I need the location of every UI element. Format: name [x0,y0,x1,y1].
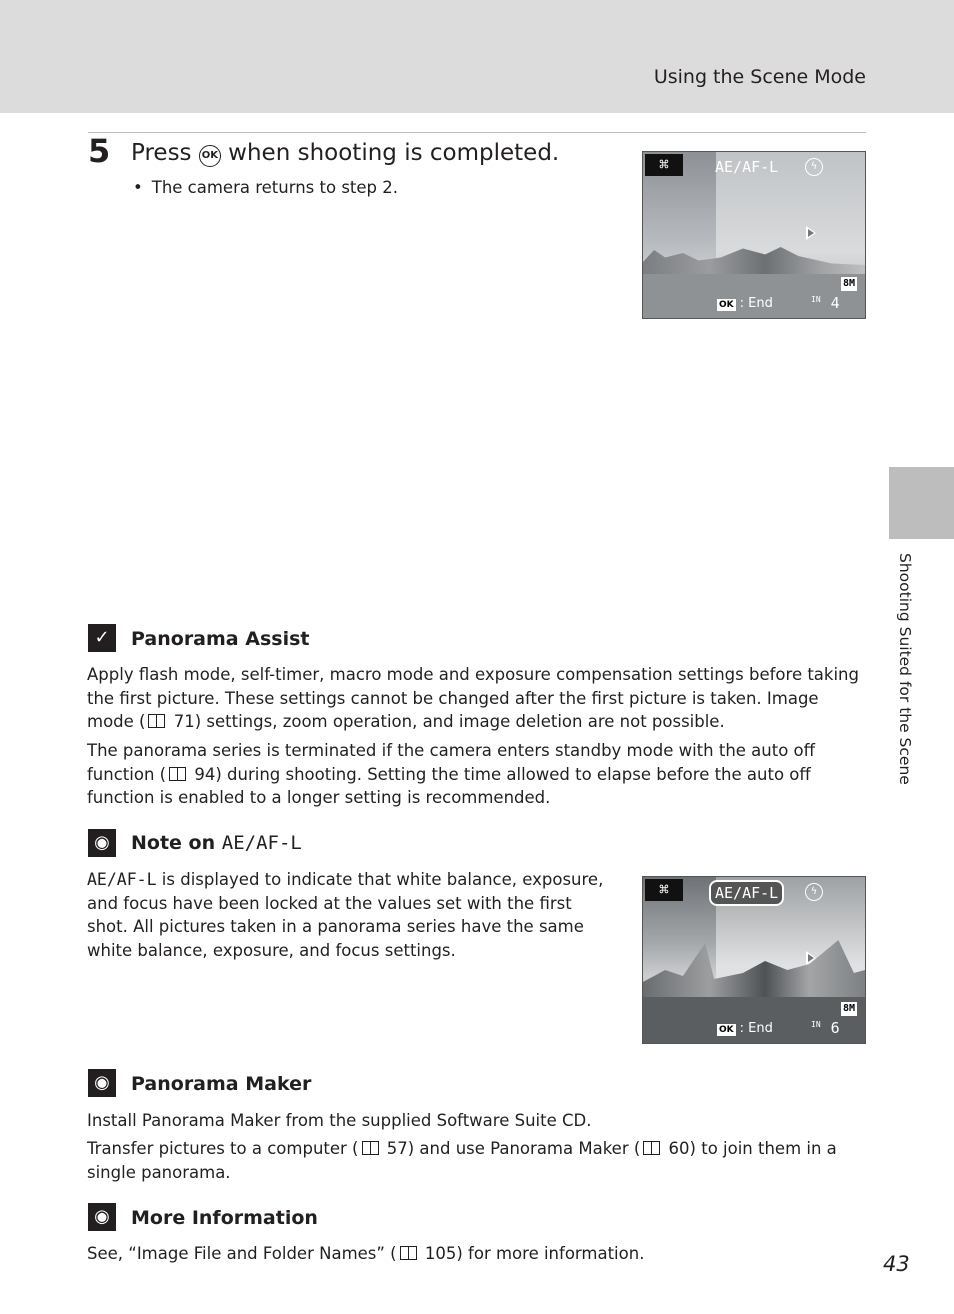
aeaf-lock-indicator: AE/AF-L [715,158,779,176]
text-run: is displayed to indicate that white balance, exposure, and focus have been locked at the values set with the first shot. All pictures taken in a panorama series have the same white balance, exposure, and focus settings. [87,870,604,960]
panorama-mode-icon: ⌘ [645,154,683,176]
text-run: 71) settings, zoom operation, and image deletion are not possible. [168,712,725,731]
book-reference-icon [400,1246,417,1260]
flash-off-icon: ϟ [805,883,823,901]
magnifier-note-icon: ◉ [88,829,116,857]
note-title-aeaf [131,832,302,854]
text-run: The panorama series is terminated if the camera enters standby mode with the auto off function ( [87,741,816,784]
chapter-tab-label: Shooting Suited for the Scene [896,553,914,785]
step-number: 5 [88,132,111,170]
magnifier-note-icon: ◉ [88,1069,116,1097]
panorama-assist-paragraph-2 [87,739,865,810]
panorama-mode-icon: ⌘ [645,879,683,901]
section-title: Using the Scene Mode [653,66,866,88]
direction-arrow-icon [806,951,816,965]
panorama-maker-paragraph-1: Install Panorama Maker from the supplied Software Suite CD. [87,1111,592,1130]
text-run: Transfer pictures to a computer ( [87,1139,359,1158]
aeaf-symbol: AE/AF-L [221,832,302,854]
page-number: 43 [883,1252,910,1276]
count-value: 4 [830,294,840,312]
image-size-icon: 8M [842,278,856,289]
ok-end-label [717,296,773,311]
check-icon: ✓ [88,624,116,652]
ok-end-label [717,1021,773,1036]
step-title-suffix: when shooting is completed. [228,140,560,166]
direction-arrow-icon [806,226,816,240]
more-information-paragraph [87,1242,865,1266]
step-divider [88,132,866,133]
book-reference-icon [362,1141,379,1155]
text-run: Apply flash mode, self-timer, macro mode and exposure compensation settings before taking the first picture. These settings cannot be changed after the first picture is taken. Image mode ( [87,665,859,731]
panorama-assist-paragraph-1 [87,663,865,734]
step-title-prefix: Press [131,140,192,166]
chapter-tab [889,467,954,539]
note-title-panorama-assist: Panorama Assist [131,628,310,650]
page-header [0,0,954,113]
step-title [131,140,559,167]
text-run: See, “Image File and Folder Names” ( [87,1244,397,1263]
end-text: : End [739,1021,773,1036]
text-run: 57) and use Panorama Maker ( [381,1139,641,1158]
internal-memory-icon: IN [811,295,821,304]
image-size-icon: 8M [842,1003,856,1014]
panorama-maker-paragraph-2 [87,1137,865,1184]
text-run: 94) during shooting. Setting the time allowed to elapse before the auto off function is enabled to a longer setting is recommended. [87,764,811,807]
text-run: Note on [131,832,216,854]
book-reference-icon [643,1141,660,1155]
exposure-count [811,1019,840,1037]
text-run: 105) for more information. [419,1244,645,1263]
step-bullet: • The camera returns to step 2. [133,178,398,197]
camera-screen-aeaf [642,876,866,1044]
aeaf-lock-indicator: AE/AF-L [709,880,784,906]
aeaf-symbol: AE/AF-L [87,870,157,889]
book-reference-icon [148,714,165,728]
magnifier-note-icon: ◉ [88,1203,116,1231]
ok-button-icon: OK [199,145,221,167]
text-run: 60) to join them in a single panorama. [87,1139,837,1182]
end-text: : End [739,296,773,311]
count-value: 6 [830,1019,840,1037]
aeaf-note-paragraph [87,868,617,962]
ok-badge-icon: OK [719,1025,734,1035]
note-title-more-information: More Information [131,1207,318,1229]
note-title-panorama-maker: Panorama Maker [131,1073,312,1095]
camera-screen-step5 [642,151,866,319]
exposure-count [811,294,840,312]
flash-off-icon: ϟ [805,158,823,176]
internal-memory-icon: IN [811,1020,821,1029]
ok-badge-icon: OK [719,300,734,310]
book-reference-icon [169,767,186,781]
